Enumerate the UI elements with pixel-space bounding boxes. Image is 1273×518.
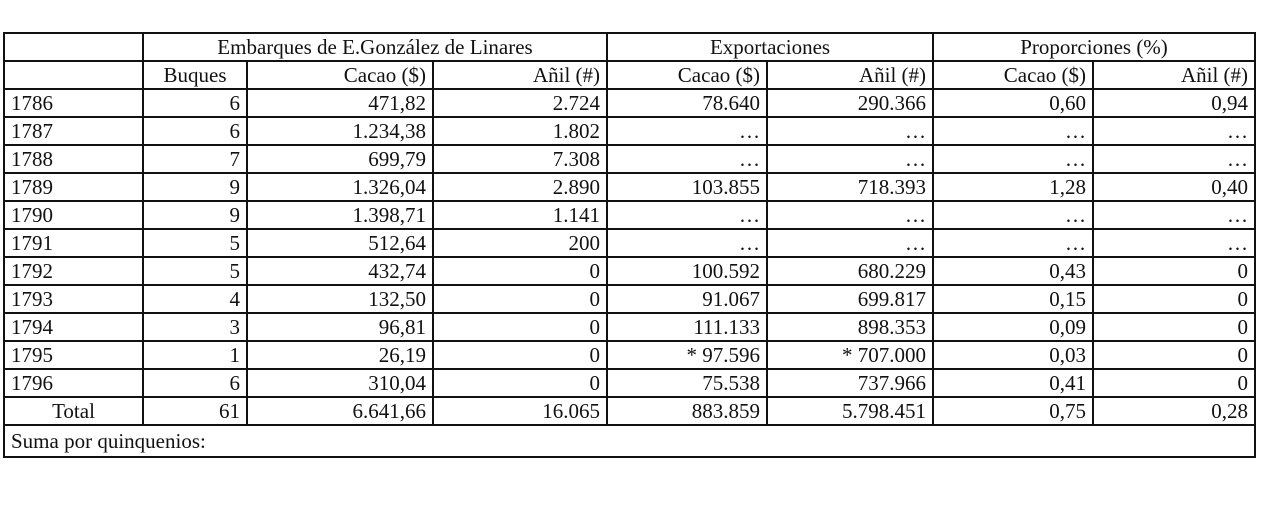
- buques-cell: 6: [143, 369, 247, 397]
- column-header-anil-proporciones: Añil (#): [1093, 61, 1255, 89]
- anil-proporciones-cell: 0: [1093, 257, 1255, 285]
- cacao-exportaciones-cell: 75.538: [607, 369, 767, 397]
- anil-proporciones-cell: 0: [1093, 313, 1255, 341]
- group-header-exportaciones: Exportaciones: [607, 33, 933, 61]
- total-cacao-proporciones-cell: 0,75: [933, 397, 1093, 425]
- year-cell: 1793: [4, 285, 143, 313]
- buques-cell: 9: [143, 173, 247, 201]
- year-cell: 1789: [4, 173, 143, 201]
- anil-proporciones-cell: 0,94: [1093, 89, 1255, 117]
- anil-embarques-cell: 1.802: [433, 117, 607, 145]
- buques-cell: 4: [143, 285, 247, 313]
- total-cacao-embarques-cell: 6.641,66: [247, 397, 433, 425]
- column-header-cacao-exportaciones: Cacao ($): [607, 61, 767, 89]
- year-cell: 1795: [4, 341, 143, 369]
- column-header-anil-embarques: Añil (#): [433, 61, 607, 89]
- table-row: [4, 313, 1255, 341]
- anil-exportaciones-cell: 898.353: [767, 313, 933, 341]
- buques-cell: 1: [143, 341, 247, 369]
- anil-proporciones-cell: …: [1093, 229, 1255, 257]
- table-row: [4, 257, 1255, 285]
- footer-note: Suma por quinquenios:: [4, 425, 1255, 457]
- anil-embarques-cell: 7.308: [433, 145, 607, 173]
- cacao-proporciones-cell: 0,43: [933, 257, 1093, 285]
- cacao-proporciones-cell: 0,41: [933, 369, 1093, 397]
- cacao-exportaciones-cell: 100.592: [607, 257, 767, 285]
- total-anil-embarques-cell: 16.065: [433, 397, 607, 425]
- total-anil-proporciones-cell: 0,28: [1093, 397, 1255, 425]
- buques-cell: 6: [143, 89, 247, 117]
- cacao-exportaciones-cell: * 97.596: [607, 341, 767, 369]
- table-row: [4, 173, 1255, 201]
- cacao-proporciones-cell: 1,28: [933, 173, 1093, 201]
- buques-cell: 5: [143, 229, 247, 257]
- year-cell: 1787: [4, 117, 143, 145]
- cacao-proporciones-cell: 0,60: [933, 89, 1093, 117]
- anil-embarques-cell: 0: [433, 313, 607, 341]
- buques-cell: 5: [143, 257, 247, 285]
- cacao-exportaciones-cell: 103.855: [607, 173, 767, 201]
- year-cell: 1792: [4, 257, 143, 285]
- cacao-embarques-cell: 699,79: [247, 145, 433, 173]
- footer-row: [4, 425, 1255, 457]
- cacao-embarques-cell: 1.326,04: [247, 173, 433, 201]
- buques-cell: 7: [143, 145, 247, 173]
- cacao-embarques-cell: 471,82: [247, 89, 433, 117]
- year-cell: 1786: [4, 89, 143, 117]
- table-body: [4, 33, 1255, 457]
- cacao-proporciones-cell: …: [933, 117, 1093, 145]
- column-header-row: [4, 61, 1255, 89]
- total-anil-exportaciones-cell: 5.798.451: [767, 397, 933, 425]
- column-header-anil-exportaciones: Añil (#): [767, 61, 933, 89]
- anil-exportaciones-cell: …: [767, 117, 933, 145]
- anil-embarques-cell: 2.724: [433, 89, 607, 117]
- anil-proporciones-cell: 0,40: [1093, 173, 1255, 201]
- table-row: [4, 285, 1255, 313]
- anil-proporciones-cell: 0: [1093, 341, 1255, 369]
- year-cell: 1794: [4, 313, 143, 341]
- cacao-exportaciones-cell: 78.640: [607, 89, 767, 117]
- total-label: Total: [4, 397, 143, 425]
- data-table: [3, 32, 1256, 458]
- anil-exportaciones-cell: 290.366: [767, 89, 933, 117]
- cacao-embarques-cell: 26,19: [247, 341, 433, 369]
- year-cell: 1796: [4, 369, 143, 397]
- column-header-cacao-proporciones: Cacao ($): [933, 61, 1093, 89]
- buques-cell: 9: [143, 201, 247, 229]
- cacao-exportaciones-cell: 91.067: [607, 285, 767, 313]
- table-row: [4, 117, 1255, 145]
- anil-proporciones-cell: 0: [1093, 285, 1255, 313]
- table-row: [4, 89, 1255, 117]
- anil-exportaciones-cell: …: [767, 201, 933, 229]
- anil-embarques-cell: 0: [433, 369, 607, 397]
- cacao-embarques-cell: 310,04: [247, 369, 433, 397]
- cacao-embarques-cell: 432,74: [247, 257, 433, 285]
- anil-proporciones-cell: …: [1093, 201, 1255, 229]
- cacao-proporciones-cell: 0,09: [933, 313, 1093, 341]
- cacao-exportaciones-cell: …: [607, 117, 767, 145]
- cacao-embarques-cell: 1.234,38: [247, 117, 433, 145]
- anil-embarques-cell: 0: [433, 341, 607, 369]
- cacao-embarques-cell: 132,50: [247, 285, 433, 313]
- anil-exportaciones-cell: …: [767, 229, 933, 257]
- cacao-exportaciones-cell: …: [607, 145, 767, 173]
- anil-exportaciones-cell: 699.817: [767, 285, 933, 313]
- corner-cell: [4, 33, 143, 61]
- buques-cell: 6: [143, 117, 247, 145]
- table-row: [4, 201, 1255, 229]
- year-cell: 1790: [4, 201, 143, 229]
- cacao-embarques-cell: 96,81: [247, 313, 433, 341]
- group-header-proporciones: Proporciones (%): [933, 33, 1255, 61]
- group-header-embarques: Embarques de E.González de Linares: [143, 33, 607, 61]
- anil-exportaciones-cell: 718.393: [767, 173, 933, 201]
- table-row: [4, 341, 1255, 369]
- anil-proporciones-cell: …: [1093, 117, 1255, 145]
- anil-embarques-cell: 200: [433, 229, 607, 257]
- table-row: [4, 145, 1255, 173]
- anil-proporciones-cell: 0: [1093, 369, 1255, 397]
- year-cell: 1791: [4, 229, 143, 257]
- buques-cell: 3: [143, 313, 247, 341]
- corner-cell: [4, 61, 143, 89]
- anil-proporciones-cell: …: [1093, 145, 1255, 173]
- anil-exportaciones-cell: 680.229: [767, 257, 933, 285]
- cacao-proporciones-cell: …: [933, 145, 1093, 173]
- anil-exportaciones-cell: …: [767, 145, 933, 173]
- anil-embarques-cell: 0: [433, 285, 607, 313]
- cacao-exportaciones-cell: 111.133: [607, 313, 767, 341]
- anil-exportaciones-cell: * 707.000: [767, 341, 933, 369]
- anil-embarques-cell: 2.890: [433, 173, 607, 201]
- table-row: [4, 369, 1255, 397]
- total-row: [4, 397, 1255, 425]
- cacao-proporciones-cell: 0,03: [933, 341, 1093, 369]
- table-row: [4, 229, 1255, 257]
- cacao-exportaciones-cell: …: [607, 201, 767, 229]
- anil-exportaciones-cell: 737.966: [767, 369, 933, 397]
- total-buques-cell: 61: [143, 397, 247, 425]
- column-header-buques: Buques: [143, 61, 247, 89]
- cacao-embarques-cell: 1.398,71: [247, 201, 433, 229]
- group-header-row: [4, 33, 1255, 61]
- year-cell: 1788: [4, 145, 143, 173]
- cacao-proporciones-cell: 0,15: [933, 285, 1093, 313]
- cacao-embarques-cell: 512,64: [247, 229, 433, 257]
- anil-embarques-cell: 0: [433, 257, 607, 285]
- cacao-proporciones-cell: …: [933, 229, 1093, 257]
- cacao-exportaciones-cell: …: [607, 229, 767, 257]
- column-header-cacao-embarques: Cacao ($): [247, 61, 433, 89]
- anil-embarques-cell: 1.141: [433, 201, 607, 229]
- cacao-proporciones-cell: …: [933, 201, 1093, 229]
- total-cacao-exportaciones-cell: 883.859: [607, 397, 767, 425]
